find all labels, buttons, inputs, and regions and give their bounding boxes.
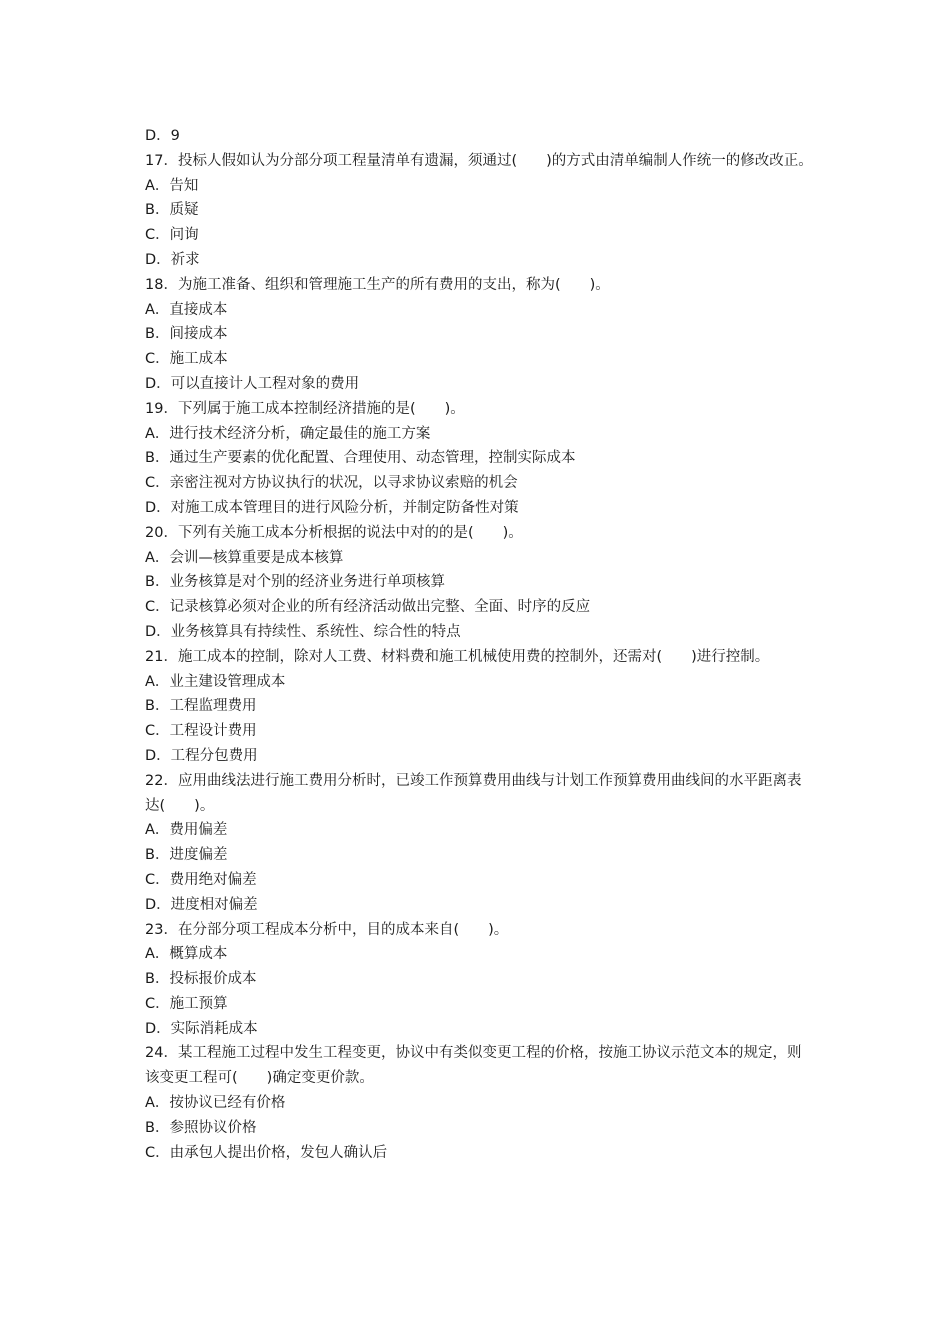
question-stem: 19．下列属于施工成本控制经济措施的是( )。 <box>145 400 465 417</box>
answer-option: A．费用偏差 <box>145 822 228 839</box>
question-stem: 22．应用曲线法进行施工费用分析时，已竣工作预算费用曲线与计划工作预算费用曲线间的水平距离表达( )。 <box>145 772 802 814</box>
answer-option: A．按协议已经有价格 <box>145 1095 286 1112</box>
question-block <box>145 1041 813 1165</box>
answer-option: A．会训—核算重要是成本核算 <box>145 549 344 566</box>
answer-option: C．由承包人提出价格，发包人确认后 <box>145 1144 388 1161</box>
answer-option: C．问询 <box>145 227 199 244</box>
answer-option: C．工程设计费用 <box>145 723 257 740</box>
question-stem: 20．下列有关施工成本分析根据的说法中对的的是( )。 <box>145 524 523 541</box>
document-page <box>145 124 813 1165</box>
answer-option: D．进度相对偏差 <box>145 896 258 913</box>
question-stem: 23．在分部分项工程成本分析中，目的成本来自( )。 <box>145 921 509 938</box>
answer-option: D．对施工成本管理目的进行风险分析，并制定防备性对策 <box>145 499 519 516</box>
answer-option: C．记录核算必须对企业的所有经济活动做出完整、全面、时序的反应 <box>145 599 591 616</box>
answer-option: A．直接成本 <box>145 301 228 318</box>
answer-option: B．参照协议价格 <box>145 1119 257 1136</box>
answer-option: B．质疑 <box>145 202 199 219</box>
answer-option: C．费用绝对偏差 <box>145 871 257 888</box>
question-block <box>145 918 813 1042</box>
answer-option: D．实际消耗成本 <box>145 1020 258 1037</box>
answer-option: D．业务核算具有持续性、系统性、综合性的特点 <box>145 623 461 640</box>
answer-option: B．投标报价成本 <box>145 971 257 988</box>
answer-option: C．亲密注视对方协议执行的状况，以寻求协议索赔的机会 <box>145 475 518 492</box>
answer-option: C．施工成本 <box>145 351 228 368</box>
question-block <box>145 273 813 397</box>
answer-option: B．通过生产要素的优化配置、合理使用、动态管理，控制实际成本 <box>145 450 576 467</box>
question-stem: 18．为施工准备、组织和管理施工生产的所有费用的支出，称为( )。 <box>145 276 610 293</box>
answer-option: D．工程分包费用 <box>145 747 258 764</box>
answer-option: A．进行技术经济分析，确定最佳的施工方案 <box>145 425 431 442</box>
question-block <box>145 521 813 645</box>
answer-option: B．工程监理费用 <box>145 698 257 715</box>
answer-option: D．祈求 <box>145 251 200 268</box>
answer-option: B．间接成本 <box>145 326 228 343</box>
lead-option: D．9 <box>145 128 180 144</box>
answer-option: A．业主建设管理成本 <box>145 673 286 690</box>
answer-option: B．业务核算是对个别的经济业务进行单项核算 <box>145 574 445 591</box>
question-stem: 24．某工程施工过程中发生工程变更，协议中有类似变更工程的价格，按施工协议示范文本的规定，则该变更工程可( )确定变更价款。 <box>145 1045 802 1087</box>
question-stem: 21．施工成本的控制，除对人工费、材料费和施工机械使用费的控制外，还需对( )进行控制。 <box>145 648 770 665</box>
answer-option: A．告知 <box>145 177 199 194</box>
answer-option: A．概算成本 <box>145 946 228 963</box>
question-block <box>145 149 813 273</box>
question-block <box>145 397 813 521</box>
question-stem: 17．投标人假如认为分部分项工程量清单有遗漏，须通过( )的方式由清单编制人作统一的修改改正。 <box>145 152 813 169</box>
answer-option: C．施工预算 <box>145 995 228 1012</box>
answer-option: B．进度偏差 <box>145 847 228 864</box>
answer-option: D．可以直接计人工程对象的费用 <box>145 375 360 392</box>
question-block <box>145 769 813 918</box>
question-block <box>145 645 813 769</box>
question-list <box>145 149 813 1166</box>
